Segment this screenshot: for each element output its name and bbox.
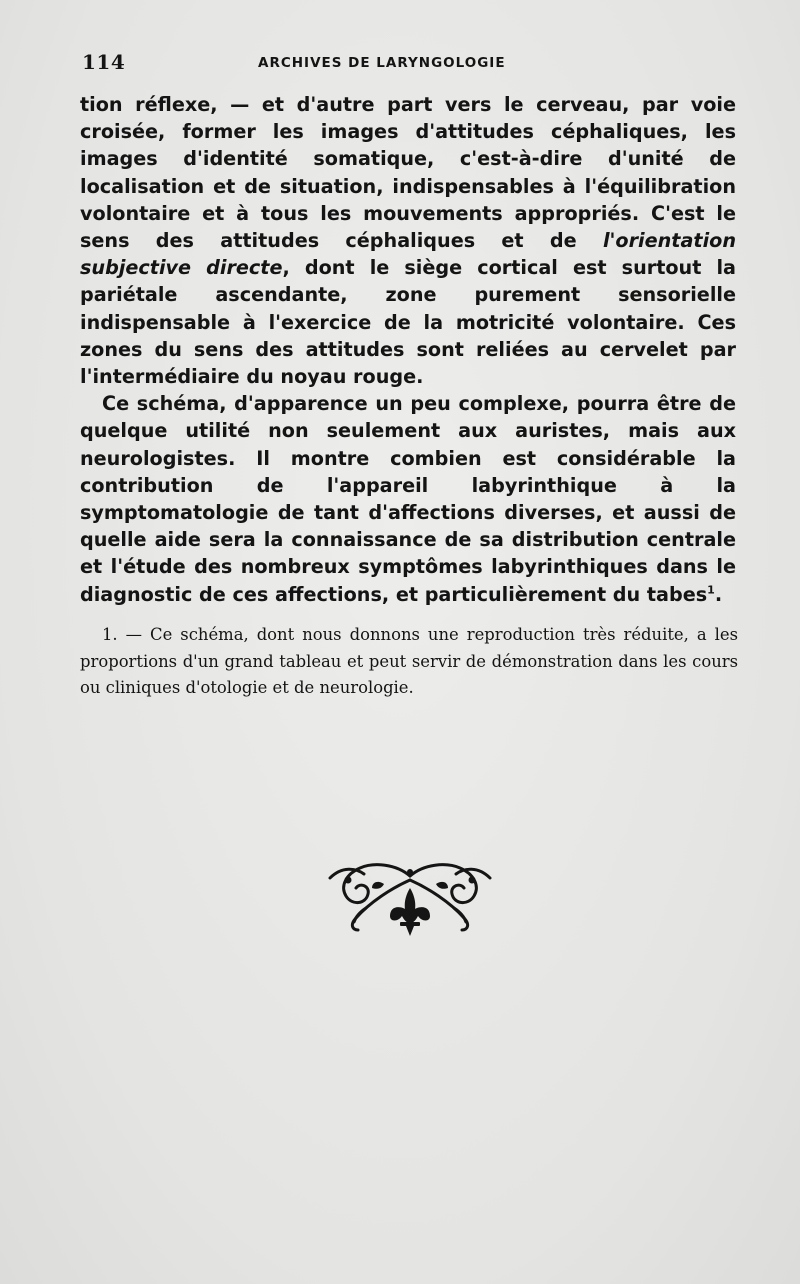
paragraph-2-text: Ce schéma, d'apparence un peu complexe, pourra être de quelque utilité non seulement aux auristes, mais aux neurologistes. Il montre combien est considérable la contribution de l'appareil labyrinthique à la symptomatologie de tant d'affections diverses, et aussi de quelle aide sera la connaissance de sa distribution centrale et l'étude des nombreux symptômes labyrinthiques dans le diagnostic de ces affections, et particulièrement du tabes	[80, 392, 736, 606]
fleuron-ornament-icon	[326, 858, 494, 938]
italic-phrase: l'orientation subjective directe	[80, 229, 736, 280]
paragraph-1	[80, 91, 736, 390]
paragraph-1-text-end: , dont le siège cortical est surtout la pariétale ascendante, zone purement sensorielle indispensable à l'exercice de la motricité volontaire. Ces zones du sens des attitudes sont reliées au cervelet par l'intermédiaire du noyau rouge.	[80, 256, 736, 389]
running-head: ARCHIVES DE LARYNGOLOGIE	[258, 55, 506, 71]
paragraph-2-end: .	[714, 582, 723, 606]
paragraph-2	[80, 390, 736, 608]
paragraph-1-text-start: tion réflexe, — et d'autre part vers le cerveau, par voie croisée, former les images d'attitudes céphaliques, les images d'identité somatique, c'est-à-dire d'unité de localisation et de situation, indispensables à l'équilibration volontaire et à tous les mouvements appropriés. C'est le sens des attitudes céphaliques et de	[80, 93, 736, 253]
footnote-reference[interactable]: 1	[707, 583, 715, 597]
page-header	[82, 50, 732, 74]
body-text	[80, 91, 736, 608]
footnote	[80, 622, 738, 702]
page-number: 114	[82, 50, 126, 74]
footnote-text: 1. — Ce schéma, dont nous donnons une reproduction très réduite, a les proportions d'un grand tableau et peut servir de démonstration dans les cours ou cliniques d'otologie et de neurologie.	[80, 625, 738, 697]
